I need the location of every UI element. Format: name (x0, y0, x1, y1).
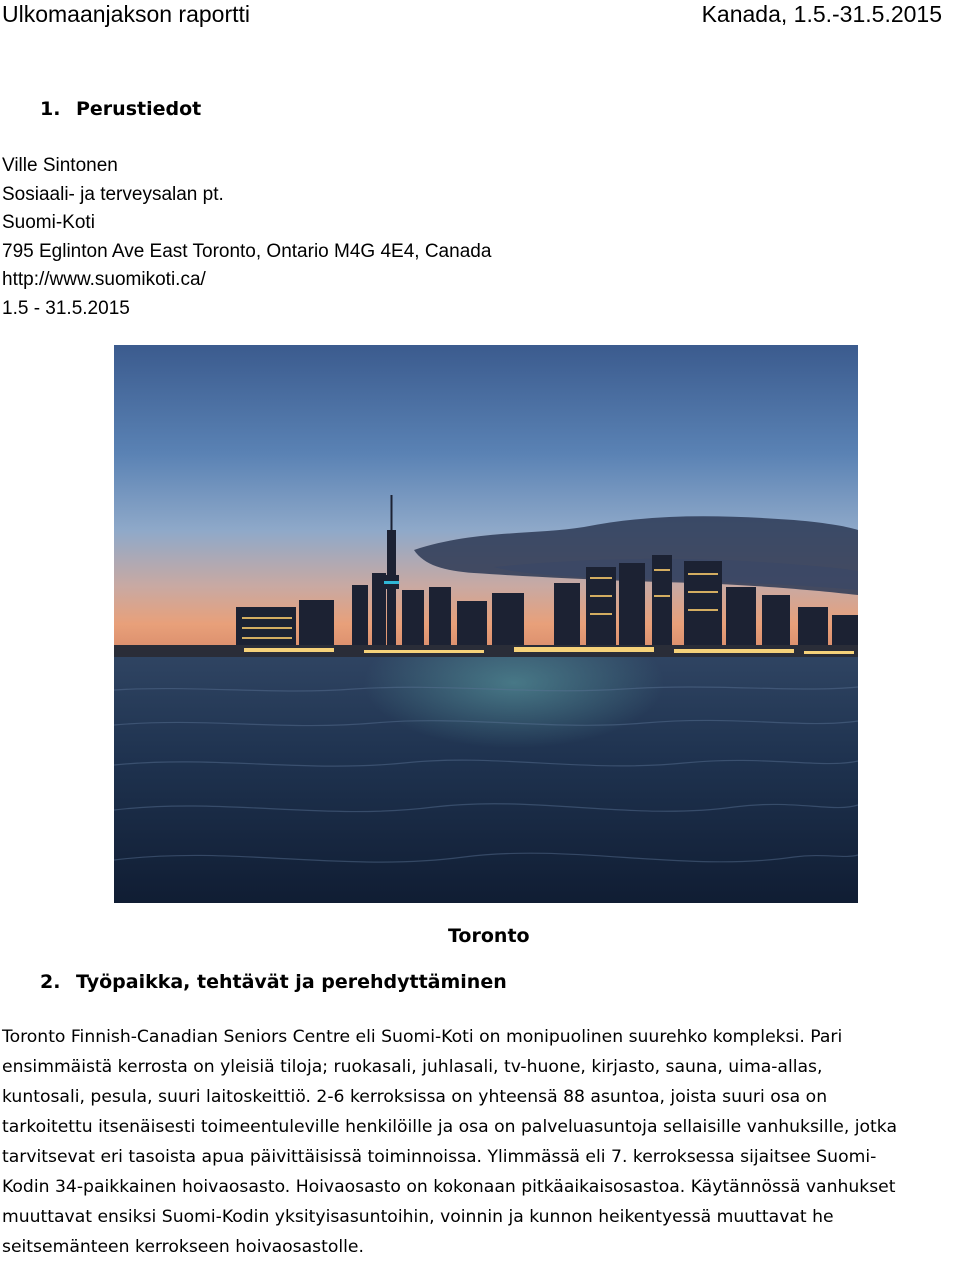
section-title: Työpaikka, tehtävät ja perehdyttäminen (76, 971, 507, 993)
body-line: muuttavat ensiksi Suomi-Kodin yksityisasuntoihin, voinnin ja kunnon heikentyessä muuttavat he (2, 1207, 834, 1227)
body-line: tarkoitettu itsenäisesti toimeentuleville henkilöille ja osa on palveluasuntoja sellaisille vanhuksille, jotka (2, 1117, 897, 1137)
body-paragraph (2, 1022, 960, 1262)
body-line: seitsemänteen kerrokseen hoivaosastolle. (2, 1237, 364, 1257)
body-line: ensimmäistä kerrosta on yleisiä tiloja; ruokasali, juhlasali, tv-huone, kirjasto, sauna, uima-allas, (2, 1057, 823, 1077)
body-line: Toronto Finnish-Canadian Seniors Centre eli Suomi-Koti on monipuolinen suurehko kompleksi. Pari (2, 1027, 843, 1047)
info-address: 795 Eglinton Ave East Toronto, Ontario M4G 4E4, Canada (2, 240, 492, 262)
section-number: 1. (40, 98, 61, 120)
toronto-skyline-photo (114, 345, 858, 903)
report-title: Ulkomaanjakson raportti (2, 1, 251, 27)
info-program: Sosiaali- ja terveysalan pt. (2, 183, 224, 205)
basic-info-block (2, 152, 491, 323)
info-dates: 1.5 - 31.5.2015 (2, 297, 130, 319)
body-line: tarvitsevat eri tasoista apua päivittäisissä toiminnoissa. Ylimmässä eli 7. kerroksessa sijaitsee Suomi- (2, 1147, 877, 1167)
section-heading-workplace (40, 970, 507, 994)
info-name: Ville Sintonen (2, 155, 118, 176)
body-line: kuntosali, pesula, suuri laitoskeittiö. 2-6 kerroksissa on yhteensä 88 asuntoa, joista suuri osa on (2, 1087, 828, 1107)
section-heading-basic-info (40, 97, 201, 121)
photo-caption: Toronto (448, 925, 530, 947)
info-website: http://www.suomikoti.ca/ (2, 269, 206, 290)
report-location-dates: Kanada, 1.5.-31.5.2015 (701, 1, 942, 27)
section-title: Perustiedot (76, 98, 202, 120)
body-line: Kodin 34-paikkainen hoivaosasto. Hoivaosasto on kokonaan pitkäaikaisosastoa. Käytännössä vanhukset (2, 1177, 896, 1197)
section-number: 2. (40, 971, 61, 993)
info-workplace: Suomi-Koti (2, 212, 95, 233)
